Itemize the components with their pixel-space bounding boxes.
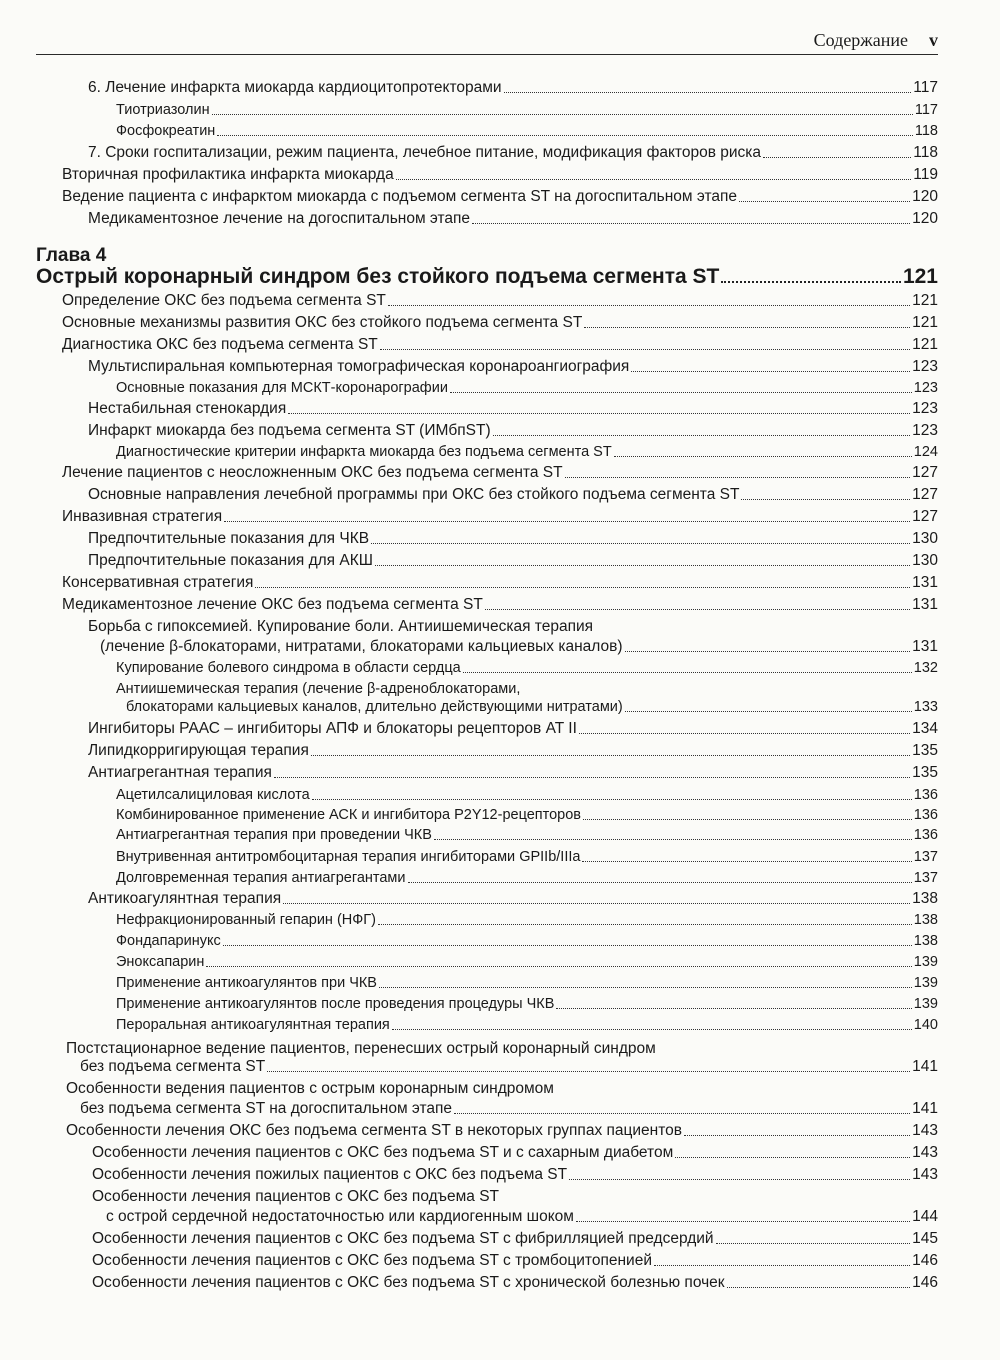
leader-dots — [454, 1113, 910, 1114]
toc-entry-title: Особенности лечения пациентов с ОКС без подъема ST и с сахарным диабетом — [92, 1144, 674, 1161]
toc-entry-page: 138 — [913, 912, 938, 928]
leader-dots — [584, 327, 910, 328]
toc-entry[interactable] — [88, 486, 938, 504]
toc-entry-title: Антикоагулянтная терапия — [88, 890, 282, 907]
toc-entry-page: 143 — [912, 1144, 938, 1161]
toc-entry-page: 137 — [913, 849, 938, 865]
leader-dots — [206, 966, 911, 967]
toc-entry-page: 131 — [912, 574, 938, 591]
toc-entry-title: Медикаментозное лечение ОКС без подъема сегмента ST — [62, 596, 483, 613]
toc-entry[interactable] — [116, 869, 938, 887]
toc-entry-title-line[interactable]: Постстационарное ведение пациентов, перенесших острый коронарный синдром — [66, 1040, 656, 1057]
toc-entry[interactable] — [62, 166, 938, 184]
toc-entry[interactable] — [106, 1208, 938, 1226]
toc-entry-title: Мультиспиральная компьютерная томографическая коронароангиография — [88, 358, 630, 375]
toc-entry-title: Пероральная антикоагулянтная терапия — [116, 1017, 390, 1033]
leader-dots — [288, 413, 910, 414]
toc-entry[interactable] — [92, 1166, 938, 1184]
toc-entry-title: Ингибиторы РААС – ингибиторы АПФ и блокаторы рецепторов AT II — [88, 720, 577, 737]
toc-entry[interactable] — [62, 188, 938, 206]
toc-entry-title: Купирование болевого синдрома в области сердца — [116, 660, 461, 676]
toc-entry[interactable] — [62, 574, 938, 592]
leader-dots — [378, 924, 912, 925]
leader-dots — [485, 609, 910, 610]
toc-entry[interactable] — [62, 292, 938, 310]
toc-entry[interactable] — [100, 638, 938, 656]
toc-entry-page: 127 — [912, 508, 938, 525]
toc-entry-title: без подъема сегмента ST — [80, 1058, 266, 1075]
leader-dots — [582, 861, 911, 862]
leader-dots — [583, 819, 912, 820]
toc-entry-title: Лечение пациентов с неосложненным ОКС без подъема сегмента ST — [62, 464, 563, 481]
toc-entry-title: Комбинированное применение АСК и ингибитора P2Y12-рецепторов — [116, 807, 582, 823]
toc-entry-page: 123 — [912, 400, 938, 417]
leader-dots — [312, 799, 912, 800]
toc-entry-page: 136 — [913, 787, 938, 803]
leader-dots — [255, 587, 910, 588]
toc-entry-title: Основные направления лечебной программы при ОКС без стойкого подъема сегмента ST — [88, 486, 740, 503]
toc-entry-page: 138 — [913, 933, 938, 949]
toc-entry[interactable] — [88, 144, 938, 162]
toc-entry-title: Основные механизмы развития ОКС без стойкого подъема сегмента ST — [62, 314, 583, 331]
toc-entry-page: 123 — [912, 358, 938, 375]
leader-dots — [380, 349, 910, 350]
toc-entry[interactable] — [116, 1016, 938, 1034]
toc-entry-title: Инвазивная стратегия — [62, 508, 223, 525]
toc-entry-title: Особенности лечения пожилых пациентов с ОКС без подъема ST — [92, 1166, 568, 1183]
toc-entry-title: Эноксапарин — [116, 954, 205, 970]
leader-dots — [576, 1221, 910, 1222]
toc-entry-title: Особенности лечения пациентов с ОКС без подъема ST с фибрилляцией предсердий — [92, 1230, 714, 1247]
toc-entry-title: Основные показания для МСКТ-коронарографии — [116, 380, 448, 396]
chapter-page: 121 — [902, 265, 938, 288]
toc-entry-page: 141 — [912, 1100, 938, 1117]
leader-dots — [311, 755, 910, 756]
leader-dots — [396, 179, 912, 180]
leader-dots — [565, 477, 911, 478]
toc-entry-title: 7. Сроки госпитализации, режим пациента, лечебное питание, модификация факторов риска — [88, 144, 762, 161]
toc-entry[interactable] — [88, 530, 938, 548]
toc-entry[interactable] — [116, 953, 938, 971]
toc-entry-page: 117 — [913, 79, 938, 96]
toc-entry-title: Антиагрегантная терапия при проведении ЧКВ — [116, 827, 432, 843]
toc-entry-title: Тиотриазолин — [116, 102, 210, 118]
leader-dots — [504, 92, 912, 93]
toc-entry-title: Применение антикоагулянтов после проведения процедуры ЧКВ — [116, 996, 555, 1012]
toc-entry-title: Нефракционированный гепарин (НФГ) — [116, 912, 376, 928]
leader-dots — [684, 1135, 910, 1136]
toc-entry[interactable] — [62, 508, 938, 526]
toc-entry-page: 123 — [912, 422, 938, 439]
toc-entry-page: 120 — [912, 210, 938, 227]
leader-dots — [741, 499, 910, 500]
toc-entry[interactable] — [88, 79, 938, 97]
toc-entry-page: 139 — [913, 954, 938, 970]
toc-entry[interactable] — [116, 932, 938, 950]
toc-entry-page: 121 — [912, 292, 938, 309]
toc-entry-page: 146 — [912, 1274, 938, 1291]
toc-entry-title: Предпочтительные показания для ЧКВ — [88, 530, 370, 547]
leader-dots — [625, 651, 911, 652]
chapter-label: Глава 4 — [36, 245, 107, 266]
toc-entry-title-line[interactable]: Антиишемическая терапия (лечение β-адреноблокаторами, — [116, 681, 521, 697]
toc-entry-page: 136 — [913, 807, 938, 823]
toc-entry-page: 131 — [912, 596, 938, 613]
toc-entry[interactable] — [92, 1252, 938, 1270]
toc-entry[interactable] — [88, 890, 938, 908]
leader-dots — [472, 223, 910, 224]
toc-entry-title: Долговременная терапия антиагрегантами — [116, 870, 406, 886]
toc-entry[interactable] — [116, 379, 938, 397]
leader-dots — [493, 435, 910, 436]
toc-entry-page: 136 — [913, 827, 938, 843]
leader-dots — [569, 1179, 910, 1180]
toc-entry-page: 118 — [913, 144, 938, 161]
toc-entry-title: без подъема сегмента ST на догоспитальном этапе — [80, 1100, 453, 1117]
toc-entry-title: Диагностические критерии инфаркта миокарда без подъема сегмента ST — [116, 444, 612, 460]
toc-entry-title: Особенности лечения пациентов с ОКС без подъема ST с хронической болезнью почек — [92, 1274, 725, 1291]
toc-entry-page: 140 — [913, 1017, 938, 1033]
toc-entry-title: Вторичная профилактика инфаркта миокарда — [62, 166, 394, 183]
toc-entry-title-line[interactable]: Особенности ведения пациентов с острым коронарным синдромом — [66, 1080, 554, 1097]
toc-entry[interactable] — [92, 1230, 938, 1248]
toc-entry[interactable] — [116, 101, 938, 119]
toc-entry-title: (лечение β-блокаторами, нитратами, блокаторами кальциевых каналов) — [100, 638, 623, 655]
toc-entry-page: 138 — [912, 890, 938, 907]
toc-entry[interactable] — [116, 974, 938, 992]
toc-entry-page: 127 — [912, 486, 938, 503]
toc-entry-title: Диагностика ОКС без подъема сегмента ST — [62, 336, 378, 353]
toc-entry-page: 127 — [912, 464, 938, 481]
toc-entry-title: 6. Лечение инфаркта миокарда кардиоцитопротекторами — [88, 79, 502, 96]
toc-entry-title: Фосфокреатин — [116, 123, 216, 139]
toc-entry-page: 137 — [913, 870, 938, 886]
toc-entry[interactable] — [62, 464, 938, 482]
leader-dots — [739, 201, 910, 202]
toc-entry-title: Ацетилсалициловая кислота — [116, 787, 310, 803]
toc-entry[interactable] — [88, 358, 938, 376]
toc-entry-title: Особенности лечения пациентов с ОКС без подъема ST с тромбоцитопенией — [92, 1252, 652, 1269]
leader-dots — [224, 521, 910, 522]
toc-entry[interactable] — [80, 1058, 938, 1076]
leader-dots — [379, 987, 912, 988]
toc-entry[interactable] — [88, 742, 938, 760]
leader-dots — [716, 1243, 911, 1244]
toc-entry[interactable] — [62, 336, 938, 354]
toc-entry-page: 130 — [912, 530, 938, 547]
leader-dots — [675, 1157, 910, 1158]
leader-dots — [388, 305, 910, 306]
toc-entry-title: Особенности лечения ОКС без подъема сегмента ST в некоторых группах пациентов — [66, 1122, 683, 1139]
toc-entry[interactable] — [88, 552, 938, 570]
toc-entry-title: Инфаркт миокарда без подъема сегмента ST (ИМбпST) — [88, 422, 491, 439]
leader-dots — [654, 1265, 910, 1266]
leader-dots — [267, 1071, 910, 1072]
toc-entry[interactable] — [116, 659, 938, 677]
chapter-title: Острый коронарный синдром без стойкого подъема сегмента ST — [36, 265, 720, 288]
leader-dots — [625, 711, 912, 712]
toc-entry[interactable] — [116, 786, 938, 804]
toc-entry[interactable] — [88, 210, 938, 228]
toc-entry[interactable] — [116, 911, 938, 929]
toc-entry-page: 120 — [912, 188, 938, 205]
toc-entry[interactable] — [116, 122, 938, 140]
leader-dots — [371, 543, 910, 544]
toc-entry[interactable] — [116, 826, 938, 844]
toc-entry-page: 119 — [913, 166, 938, 183]
toc-entry-title: Ведение пациента с инфарктом миокарда с подъемом сегмента ST на догоспитальном этапе — [62, 188, 737, 205]
leader-dots — [450, 392, 912, 393]
toc-entry-title: Применение антикоагулянтов при ЧКВ — [116, 975, 377, 991]
toc-entry[interactable] — [92, 1144, 938, 1162]
toc-entry-page: 132 — [913, 660, 938, 676]
leader-dots — [283, 903, 910, 904]
toc-entry-title-line[interactable]: Особенности лечения пациентов с ОКС без подъема ST — [92, 1188, 499, 1205]
toc-entry-title: Внутривенная антитромбоцитарная терапия ингибиторами GPIIb/IIIa — [116, 849, 581, 865]
toc-entry[interactable] — [116, 995, 938, 1013]
toc-entry[interactable] — [88, 422, 938, 440]
toc-entry-page: 146 — [912, 1252, 938, 1269]
toc-entry-page: 121 — [912, 336, 938, 353]
leader-dots — [408, 882, 912, 883]
toc-entry-title: с острой сердечной недостаточностью или кардиогенным шоком — [106, 1208, 574, 1225]
toc-entry-title: Определение ОКС без подъема сегмента ST — [62, 292, 386, 309]
leader-dots — [223, 945, 912, 946]
toc-entry-page: 118 — [914, 123, 938, 139]
toc-entry[interactable] — [62, 596, 938, 614]
toc-entry-title: блокаторами кальциевых каналов, длительно действующими нитратами) — [126, 699, 623, 715]
toc-entry-page: 131 — [912, 638, 938, 655]
toc-entry-page: 135 — [912, 742, 938, 759]
toc-entry-page: 135 — [912, 764, 938, 781]
toc-entry-page: 123 — [913, 380, 938, 396]
toc-entry[interactable] — [62, 314, 938, 332]
leader-dots — [721, 281, 901, 283]
toc-entry-title: Предпочтительные показания для АКШ — [88, 552, 373, 569]
toc-entry[interactable] — [116, 443, 938, 461]
running-header-title: Содержание — [813, 30, 908, 50]
leader-dots — [212, 114, 913, 115]
leader-dots — [763, 157, 911, 158]
toc-entry-page: 121 — [912, 314, 938, 331]
leader-dots — [274, 777, 910, 778]
toc-entry-title: Медикаментозное лечение на догоспитальном этапе — [88, 210, 471, 227]
toc-entry[interactable] — [116, 848, 938, 866]
toc-entry-title: Консервативная стратегия — [62, 574, 254, 591]
toc-entry-title-line[interactable]: Борьба с гипоксемией. Купирование боли. Антиишемическая терапия — [88, 618, 594, 635]
page-number: v — [929, 30, 938, 50]
toc-entry-page: 124 — [913, 444, 938, 460]
leader-dots — [556, 1008, 911, 1009]
leader-dots — [631, 371, 910, 372]
toc-entry-page: 143 — [912, 1166, 938, 1183]
toc-entry[interactable] — [92, 1274, 938, 1292]
leader-dots — [217, 135, 913, 136]
leader-dots — [375, 565, 910, 566]
toc-entry[interactable] — [126, 698, 938, 716]
leader-dots — [727, 1287, 911, 1288]
leader-dots — [392, 1029, 912, 1030]
toc-entry-page: 139 — [913, 996, 938, 1012]
toc-entry-page: 144 — [912, 1208, 938, 1225]
toc-entry[interactable] — [66, 1122, 938, 1140]
toc-entry-page: 134 — [912, 720, 938, 737]
toc-entry-title: Фондапаринукс — [116, 933, 221, 949]
toc-entry-page: 133 — [913, 699, 938, 715]
toc-entry-title: Нестабильная стенокардия — [88, 400, 287, 417]
toc-entry[interactable] — [88, 764, 938, 782]
toc-entry-page: 145 — [912, 1230, 938, 1247]
toc-entry[interactable] — [80, 1100, 938, 1118]
toc-entry-page: 117 — [914, 102, 938, 118]
toc-entry[interactable] — [88, 400, 938, 418]
leader-dots — [614, 456, 912, 457]
chapter-title-entry[interactable] — [36, 265, 938, 289]
toc-entry-page: 143 — [912, 1122, 938, 1139]
toc-entry-title: Антиагрегантная терапия — [88, 764, 272, 781]
toc-entry[interactable] — [116, 806, 938, 824]
toc-entry[interactable] — [88, 720, 938, 738]
toc-entry-title: Липидкорригирующая терапия — [88, 742, 309, 759]
toc-entry-page: 130 — [912, 552, 938, 569]
toc-entry-page: 141 — [912, 1058, 938, 1075]
leader-dots — [434, 839, 912, 840]
leader-dots — [463, 672, 912, 673]
toc-entry-page: 139 — [913, 975, 938, 991]
leader-dots — [579, 733, 910, 734]
